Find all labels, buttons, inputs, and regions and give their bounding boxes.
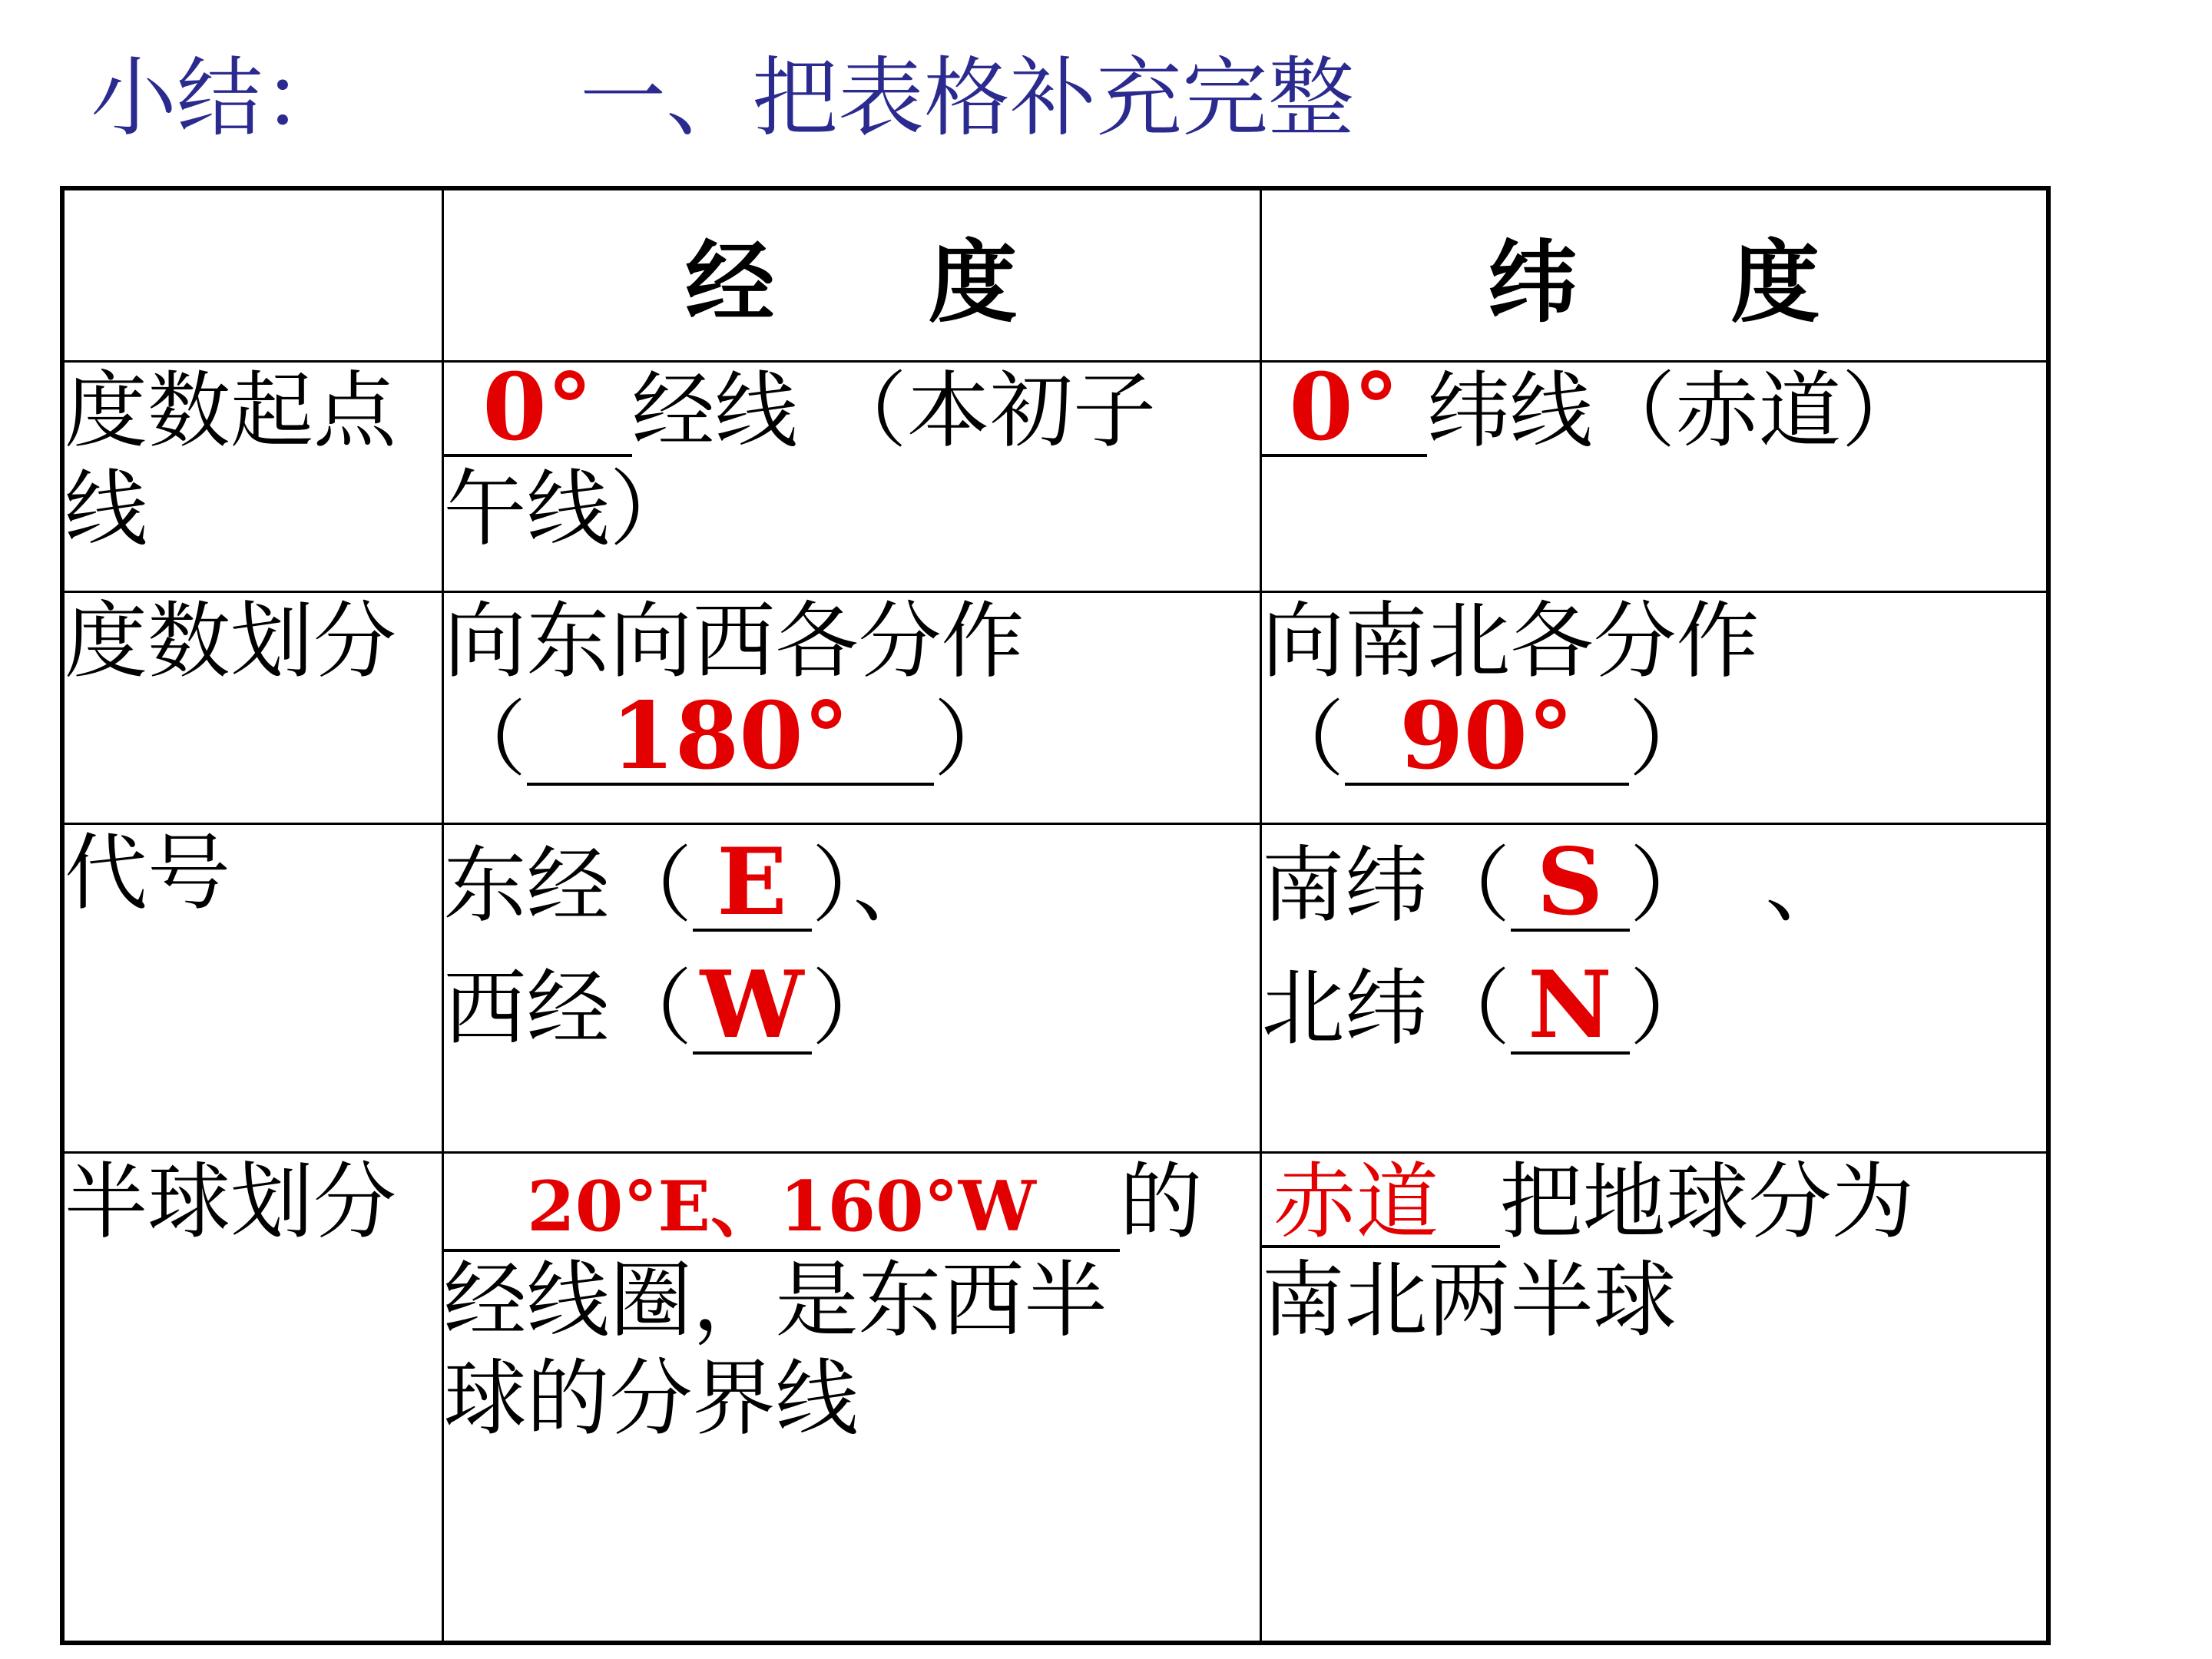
lat-code-cell xyxy=(1260,823,2048,1152)
answer-blank xyxy=(1262,353,1427,462)
answer-text: 赤道 xyxy=(1273,1154,1439,1250)
cell-text: 西经（ xyxy=(443,960,693,1057)
row-label-hemisphere: 半球划分 xyxy=(62,1152,442,1643)
header-empty-cell xyxy=(62,188,442,361)
answer-text: S xyxy=(1536,827,1604,936)
answer-text: N xyxy=(1528,950,1612,1059)
answer-blank xyxy=(1511,950,1630,1059)
answer-text: 0° xyxy=(1289,353,1399,462)
answer-blank xyxy=(1511,827,1630,936)
cell-text-line3: 球的分界线 xyxy=(443,1350,859,1447)
summary-title: 小结： xyxy=(91,48,349,148)
north-code-line xyxy=(1262,948,2047,1071)
close-paren: ） xyxy=(933,691,1017,788)
table-header-row xyxy=(62,188,2048,361)
south-code-line xyxy=(1262,825,2047,948)
lat-hemisphere-cell xyxy=(1260,1152,2048,1643)
answer-blank xyxy=(1262,1154,1500,1250)
cell-text: 向南北各分作 xyxy=(1261,593,1760,690)
answer-blank xyxy=(1345,681,1629,790)
cell-text: 南纬（ xyxy=(1261,837,1511,934)
cell-text: ） xyxy=(811,960,895,1057)
row-label-code: 代号 xyxy=(62,823,442,1152)
lon-hemisphere-cell xyxy=(442,1152,1260,1643)
answer-text: 0° xyxy=(482,353,593,462)
table-row xyxy=(62,591,2048,823)
east-code-line xyxy=(444,825,1260,948)
cell-text-line2: 南北两半球 xyxy=(1261,1252,1677,1349)
lon-code-cell xyxy=(442,823,1260,1152)
cell-text: 的 xyxy=(1119,1154,1203,1250)
close-paren: ） xyxy=(1628,691,1712,788)
answer-text: W xyxy=(700,950,804,1059)
cell-text-line2: 经线圈，是东西半 xyxy=(443,1252,1108,1349)
cell-text-line2: 午线） xyxy=(443,461,693,558)
cell-text: ） xyxy=(1629,960,1713,1057)
cell-text: ） 、 xyxy=(1629,837,1849,934)
answer-blank xyxy=(693,950,812,1059)
header-longitude: 经 度 xyxy=(442,188,1260,361)
lat-start-line-cell xyxy=(1260,353,2048,591)
answer-blank xyxy=(444,353,632,462)
open-paren: （ xyxy=(443,691,527,788)
answer-text: 90° xyxy=(1399,681,1575,790)
lon-start-line-cell xyxy=(442,353,1260,591)
row-label-start-line: 度数起点线 xyxy=(62,361,442,591)
cell-text: 纬线（赤道） xyxy=(1426,363,1925,459)
open-paren: （ xyxy=(1261,691,1345,788)
row-label-division: 度数划分 xyxy=(62,591,442,823)
table-row xyxy=(62,823,2048,1152)
answer-blank xyxy=(444,1161,1120,1252)
summary-table xyxy=(60,186,2051,1645)
answer-text: E xyxy=(717,827,787,936)
answer-blank xyxy=(693,827,812,936)
header-latitude: 纬 度 xyxy=(1260,188,2048,361)
lon-division-cell xyxy=(442,591,1260,823)
answer-text: 180° xyxy=(611,681,849,790)
task-title: 一、把表格补充完整 xyxy=(580,48,1354,148)
cell-text: 北纬（ xyxy=(1261,960,1511,1057)
cell-text: 向东向西各分作 xyxy=(443,593,1025,690)
answer-text: 20°E、160°W xyxy=(527,1165,1036,1247)
cell-text: 经线 （本初子 xyxy=(631,363,1156,459)
lat-division-cell xyxy=(1260,591,2048,823)
cell-text: ）、 xyxy=(811,837,936,934)
west-code-line xyxy=(444,948,1260,1071)
cell-text: 把地球分为 xyxy=(1499,1154,1915,1250)
table-row xyxy=(62,1152,2048,1643)
table-row xyxy=(62,361,2048,591)
cell-text: 东经（ xyxy=(443,837,693,934)
answer-blank xyxy=(527,681,934,790)
